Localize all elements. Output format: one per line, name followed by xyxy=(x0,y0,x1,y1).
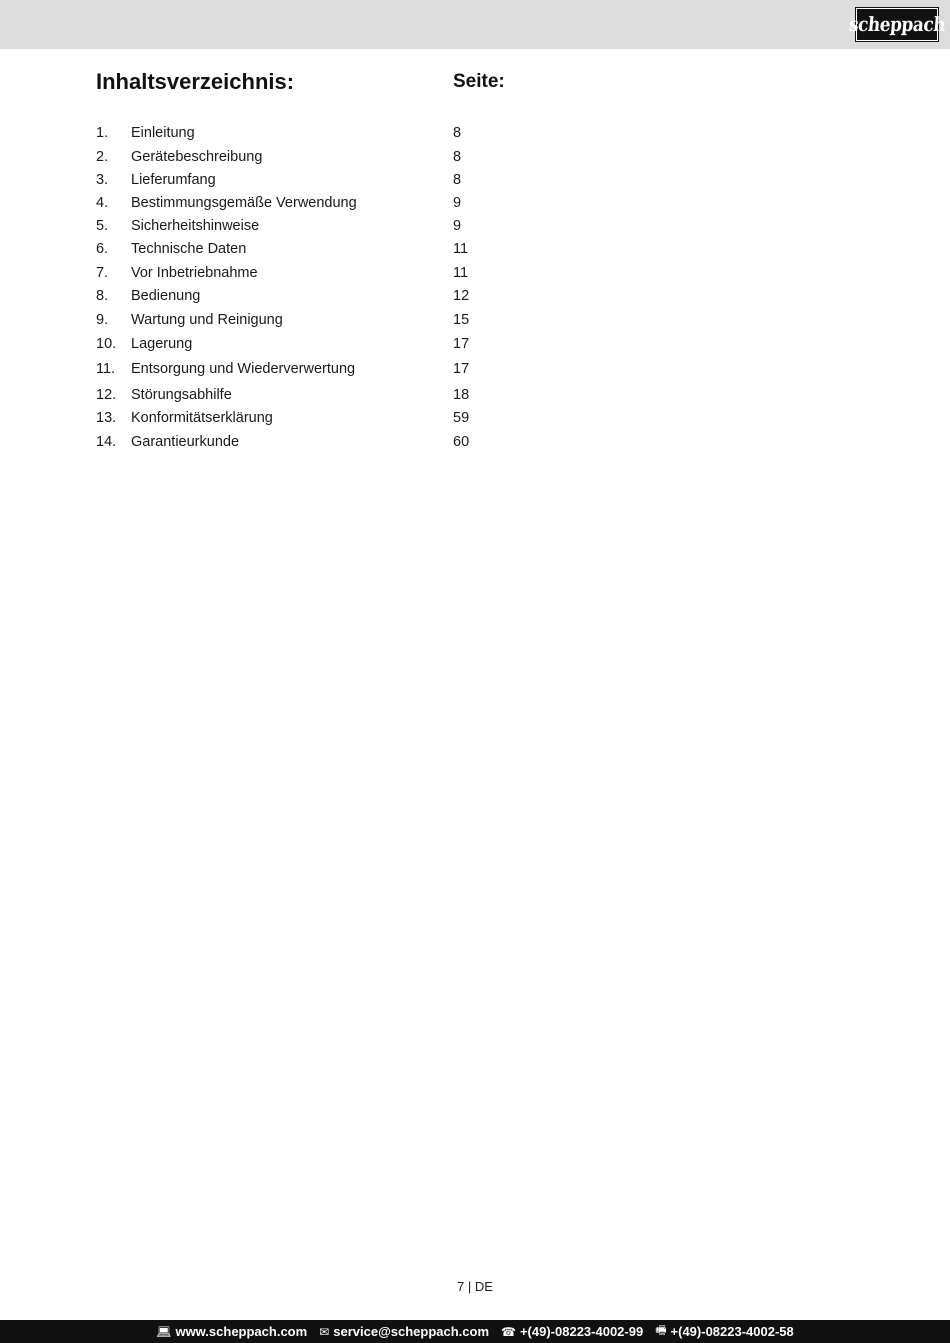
toc-entry[interactable] xyxy=(96,241,516,261)
toc-entry-label: Konformitätserklärung xyxy=(131,410,273,426)
footer-phone-text: +(49)-08223-4002-99 xyxy=(519,1324,644,1339)
toc-entry-page: 8 xyxy=(453,149,462,165)
toc-entry-page: 9 xyxy=(453,218,462,234)
laptop-icon: 💻︎ xyxy=(156,1324,172,1339)
toc-entry-label: Garantieurkunde xyxy=(131,434,240,450)
toc-entry[interactable] xyxy=(96,265,516,285)
toc-entry-number: 2. xyxy=(96,149,109,165)
fax-icon: 🖷︎ xyxy=(655,1323,667,1337)
toc-entry-page: 11 xyxy=(453,265,469,281)
toc-entry[interactable] xyxy=(96,218,516,238)
toc-entry-label: Störungsabhilfe xyxy=(131,387,232,403)
toc-entry-page: 18 xyxy=(453,387,470,403)
toc-entry-label: Entsorgung und Wiederverwertung xyxy=(131,361,356,377)
toc-entry-page: 15 xyxy=(453,312,470,328)
footer-fax xyxy=(655,1321,794,1342)
header-band xyxy=(0,0,950,49)
footer-website-text: www.scheppach.com xyxy=(175,1324,308,1339)
toc-entry-number: 5. xyxy=(96,218,109,234)
toc-entry[interactable] xyxy=(96,387,516,407)
toc-entry-label: Wartung und Reinigung xyxy=(131,312,283,328)
toc-entry-number: 7. xyxy=(96,265,109,281)
toc-entry-number: 8. xyxy=(96,288,109,304)
toc-entry-label: Bestimmungsgemäße Verwendung xyxy=(131,195,357,211)
toc-entry-label: Gerätebeschreibung xyxy=(131,149,263,165)
toc-entry-number: 13. xyxy=(96,410,117,426)
page-number: 7 | DE xyxy=(457,1279,493,1294)
toc-entry[interactable] xyxy=(96,195,516,215)
scheppach-logo xyxy=(847,8,947,41)
toc-entry-label: Einleitung xyxy=(131,125,195,141)
toc-entry[interactable] xyxy=(96,312,516,332)
toc-entry-number: 6. xyxy=(96,241,109,257)
toc-entry-label: Lieferumfang xyxy=(131,172,216,188)
toc-entry-label: Lagerung xyxy=(131,336,193,352)
toc-entry-number: 1. xyxy=(96,125,109,141)
toc-entry-page: 17 xyxy=(453,361,470,377)
toc-entry-number: 10. xyxy=(96,336,117,352)
logo-text: scheppach xyxy=(847,13,947,36)
toc-entry[interactable] xyxy=(96,288,516,308)
toc-title: Inhaltsverzeichnis: xyxy=(96,69,295,94)
toc-entry[interactable] xyxy=(96,434,516,454)
page-column-title: Seite: xyxy=(453,71,505,92)
mail-icon: ✉︎ xyxy=(319,1324,330,1339)
footer-contact-bar xyxy=(0,1320,950,1343)
toc-entry[interactable] xyxy=(96,149,516,169)
toc-entry-number: 4. xyxy=(96,195,109,211)
toc-entry-page: 8 xyxy=(453,125,462,141)
toc-entry-page: 8 xyxy=(453,172,462,188)
toc-entry-page: 59 xyxy=(453,410,470,426)
toc-entry-label: Technische Daten xyxy=(131,241,247,257)
toc-entry-number: 3. xyxy=(96,172,109,188)
toc-entry-label: Sicherheitshinweise xyxy=(131,218,260,234)
toc-entry[interactable] xyxy=(96,125,516,145)
toc-entry-number: 11. xyxy=(96,361,116,377)
toc-entry-number: 9. xyxy=(96,312,109,328)
phone-icon: ☎︎ xyxy=(501,1324,516,1339)
toc-entry-page: 11 xyxy=(453,241,469,257)
footer-email-text: service@scheppach.com xyxy=(333,1324,490,1339)
toc-entry-label: Bedienung xyxy=(131,288,201,304)
footer-fax-text: +(49)-08223-4002-58 xyxy=(670,1324,794,1339)
toc-entry-number: 12. xyxy=(96,387,117,403)
toc-entry-page: 60 xyxy=(453,434,470,450)
toc-entry[interactable] xyxy=(96,361,516,381)
toc-entry-number: 14. xyxy=(96,434,117,450)
toc-entry-page: 12 xyxy=(453,288,470,304)
toc-entry[interactable] xyxy=(96,410,516,430)
footer-website[interactable] xyxy=(156,1324,307,1339)
toc-entry[interactable] xyxy=(96,336,516,356)
footer-phone xyxy=(501,1324,643,1339)
toc-entry[interactable] xyxy=(96,172,516,192)
toc-entry-label: Vor Inbetriebnahme xyxy=(131,265,258,281)
footer-email[interactable] xyxy=(319,1324,489,1339)
toc-entry-page: 9 xyxy=(453,195,462,211)
toc-entry-page: 17 xyxy=(453,336,470,352)
